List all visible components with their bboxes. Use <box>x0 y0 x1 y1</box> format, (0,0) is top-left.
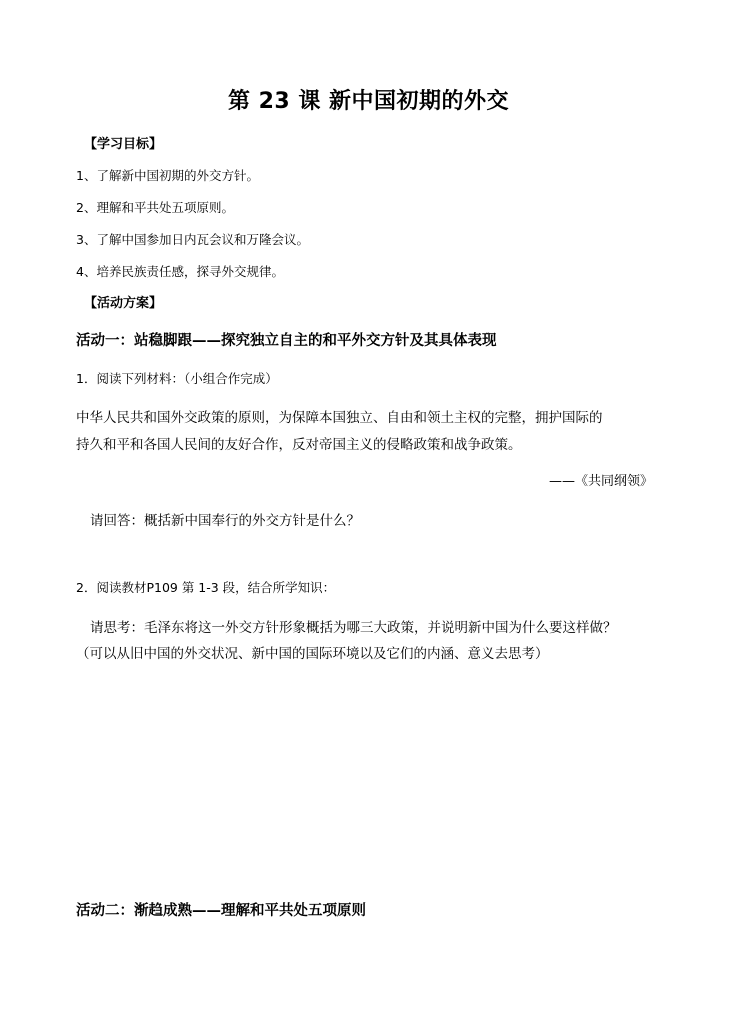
question1-prompt: 请回答：概括新中国奉行的外交方针是什么？ <box>90 513 360 529</box>
plan-header: 【活动方案】 <box>84 296 163 311</box>
goal-item: 2、理解和平共处五项原则。 <box>76 200 234 215</box>
question1-label: 1．阅读下列材料：（小组合作完成） <box>76 371 278 386</box>
goal-item: 3、了解中国参加日内瓦会议和万隆会议。 <box>76 232 309 247</box>
goal-item: 4、培养民族责任感，探寻外交规律。 <box>76 264 284 279</box>
goals-header: 【学习目标】 <box>84 137 163 152</box>
page-title: 第 23 课 新中国初期的外交 <box>227 89 510 114</box>
material-line: 中华人民共和国外交政策的原则，为保障本国独立、自由和领土主权的完整，拥护国际的 <box>76 410 603 426</box>
question2-label: 2．阅读教材P109 第 1-3 段，结合所学知识： <box>76 580 336 595</box>
think-line: 请思考：毛泽东将这一外交方针形象概括为哪三大政策，并说明新中国为什么要这样做？ <box>90 620 617 636</box>
material-line: 持久和平和各国人民间的友好合作，反对帝国主义的侵略政策和战争政策。 <box>76 437 522 453</box>
goal-item: 1、了解新中国初期的外交方针。 <box>76 168 259 183</box>
activity1-heading: 活动一：站稳脚跟——探究独立自主的和平外交方针及其具体表现 <box>76 333 497 349</box>
activity2-heading: 活动二：渐趋成熟——理解和平共处五项原则 <box>76 903 366 919</box>
think-line: （可以从旧中国的外交状况、新中国的国际环境以及它们的内涵、意义去思考） <box>76 646 549 662</box>
material-source: ——《共同纲领》 <box>548 474 653 489</box>
